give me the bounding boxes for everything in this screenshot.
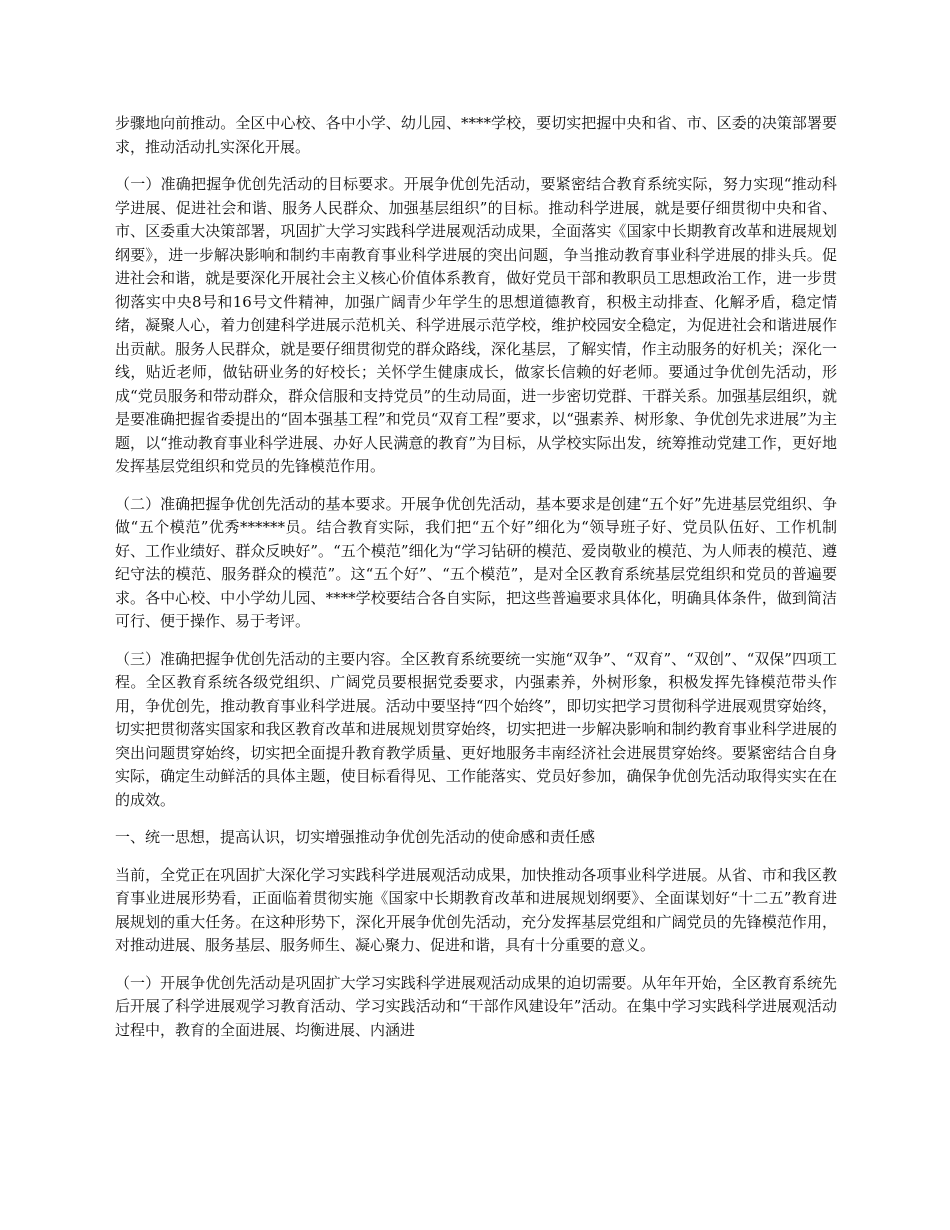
goal-requirements-paragraph: （一）准确把握争优创先活动的目标要求。开展争优创先活动，要紧密结合教育系统实际，努力实现“推动科学进展、促进社会和谐、服务人民群众、加强基层组织”的目标。推动科学进展，就是要仔细贯彻中央和省、市、区委重大决策部署，巩固扩大学习实践科学进展观活动成果，全面落实《国家中长期教育改革和进展规划纲要》，进一步解决影响和制约丰南教育事业科学进展的突出问题，争当推动教育事业科学进展的排头兵。促进社会和谐，就是要深化开展社会主义核心价值体系教育，做好党员干部和教职员工思想政治工作，进一步贯彻落实中央8号和16号文件精神，加强广阔青少年学生的思想道德教育，积极主动排查、化解矛盾，稳定情绪，凝聚人心，着力创建科学进展示范机关、科学进展示范学校，维护校园安全稳定，为促进社会和谐进展作出贡献。服务人民群众，就是要仔细贯彻党的群众路线，深化基层，了解实情，作主动服务的好机关；深化一线，贴近老师，做钻研业务的好校长；关怀学生健康成长，做家长信赖的好老师。要通过争优创先活动，形成“党员服务和带动群众，群众信服和支持党员”的生动局面，进一步密切党群、干群关系。加强基层组织，就是要准确把握省委提出的“固本强基工程”和党员“双育工程”要求，以“强素养、树形象、争优创先求进展”为主题，以“推动教育事业科学进展、办好人民满意的教育”为目标，从学校实际出发，统筹推动党建工作，更好地发挥基层党组织和党员的先锋模范作用。 [115, 175, 837, 475]
main-content-paragraph: （三）准确把握争优创先活动的主要内容。全区教育系统要统一实施“双争”、“双育”、“双创”、“双保”四项工程。全区教育系统各级党组织、广阔党员要根据党委要求，内强素养，外树形象，积极发挥先锋模范带头作用，争优创先，推动教育事业科学进展。活动中要坚持“四个始终”，即切实把学习贯彻科学进展观贯穿始终，切实把贯彻落实国家和我区教育改革和进展规划贯穿始终，切实把进一步解决影响和制约教育事业科学进展的突出问题贯穿始终，切实把全面提升教育教学质量、更好地服务丰南经济社会进展贯穿始终。要紧密结合自身实际，确定生动鲜活的具体主题，使目标看得见、工作能落实、党员好参加，确保争优创先活动取得实实在在的成效。 [115, 649, 837, 809]
basic-requirements-paragraph: （二）准确把握争优创先活动的基本要求。开展争优创先活动，基本要求是创建“五个好”先进基层党组织、争做“五个模范”优秀******员。结合教育实际，我们把“五个好”细化为“领导班子好、党员队伍好、工作机制好、工作业绩好、群众反映好”。“五个模范”细化为“学习钻研的模范、爱岗敬业的模范、为人师表的模范、遵纪守法的模范、服务群众的模范”。这“五个好”、“五个模范”，是对全区教育系统基层党组织和党员的普遍要求。各中心校、中小学幼儿园、****学校要结合各自实际，把这些普遍要求具体化，明确具体条件，做到简洁可行、便于操作、易于考评。 [115, 494, 837, 630]
intro-paragraph: 步骤地向前推动。全区中心校、各中小学、幼儿园、****学校，要切实把握中央和省、市、区委的决策部署要求，推动活动扎实深化开展。 [115, 114, 837, 156]
urgent-need-paragraph: （一）开展争优创先活动是巩固扩大学习实践科学进展观活动成果的迫切需要。从年年开始，全区教育系统先后开展了科学进展观学习教育活动、学习实践活动和“干部作风建设年”活动。在集中学习实践科学进展观活动过程中，教育的全面进展、均衡进展、内涵进 [115, 973, 837, 1039]
current-situation-paragraph: 当前，全党正在巩固扩大深化学习实践科学进展观活动成果，加快推动各项事业科学进展。从省、市和我区教育事业进展形势看，正面临着贯彻实施《国家中长期教育改革和进展规划纲要》、全面谋划好“十二五”教育进展规划的重大任务。在这种形势下，深化开展争优创先活动，充分发挥基层党组和广阔党员的先锋模范作用，对推动进展、服务基层、服务师生、凝心聚力、促进和谐，具有十分重要的意义。 [115, 865, 837, 954]
document-page [115, 112, 837, 1056]
section-heading: 一、统一思想，提高认识，切实增强推动争优创先活动的使命感和责任感 [115, 828, 596, 846]
